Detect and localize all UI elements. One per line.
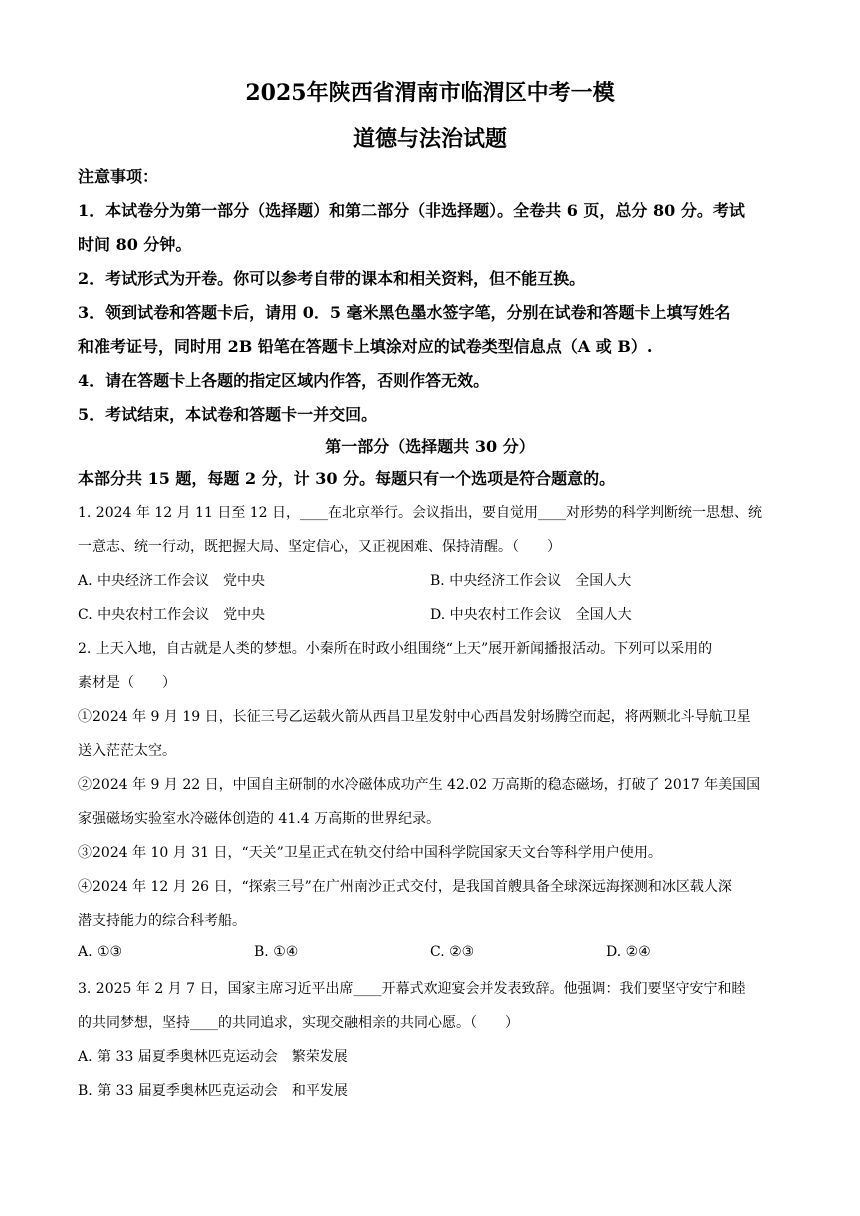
question-text: 素材是（ ） (78, 675, 176, 691)
question-text: 潜支持能力的综合科考船。 (78, 913, 246, 929)
section-instruction: 本部分共 15 题，每题 2 分，计 30 分。每题只有一个选项是符合题意的。 (78, 469, 616, 488)
option-a: A. ①③ (78, 944, 123, 960)
question-text: ②2024 年 9 月 22 日，中国自主研制的水冷磁体成功产生 42.02 万高斯的稳态磁场，打破了 2017 年美国国 (78, 777, 761, 793)
option-b: B. 第 33 届夏季奥林匹克运动会 和平发展 (78, 1083, 348, 1099)
page-subtitle: 道德与法治试题 (352, 126, 507, 152)
option-c: C. ②③ (430, 944, 475, 960)
notice-item: 4．请在答题卡上各题的指定区域内作答，否则作答无效。 (78, 371, 490, 390)
option-c: C. 中央农村工作会议 党中央 (78, 607, 266, 623)
notice-item: 时间 80 分钟。 (78, 235, 192, 254)
question-text: 送入茫茫太空。 (78, 743, 176, 759)
notice-item: 5．考试结束，本试卷和答题卡一并交回。 (78, 405, 378, 424)
option-b: B. ①④ (254, 944, 299, 960)
option-d: D. 中央农村工作会议 全国人大 (430, 607, 632, 623)
notice-heading: 注意事项： (78, 167, 159, 186)
notice-item: 3．领到试卷和答题卡后，请用 0．5 毫米黑色墨水签字笔，分别在试卷和答题卡上填写姓名 (78, 303, 731, 322)
notice-item: 1．本试卷分为第一部分（选择题）和第二部分（非选择题）。全卷共 6 页，总分 80 分。考试 (78, 201, 745, 220)
notice-item: 和准考证号，同时用 2B 铅笔在答题卡上填涂对应的试卷类型信息点（A 或 B）. (78, 337, 653, 356)
question-text: 2. 上天入地，自古就是人类的梦想。小秦所在时政小组围绕“上天”展开新闻播报活动。下列可以采用的 (78, 641, 713, 657)
option-d: D. ②④ (606, 944, 651, 960)
question-text: ①2024 年 9 月 19 日，长征三号乙运载火箭从西昌卫星发射中心西昌发射场腾空而起，将两颗北斗导航卫星 (78, 709, 751, 725)
page-title: 2025年陕西省渭南市临渭区中考一模 (245, 80, 615, 106)
question-text: 一意志、统一行动，既把握大局、坚定信心，又正视困难、保持清醒。（ ） (78, 539, 561, 555)
question-text: ④2024 年 12 月 26 日，“探索三号”在广州南沙正式交付，是我国首艘具备全球深远海探测和冰区载人深 (78, 879, 732, 895)
section-title: 第一部分（选择题共 30 分） (325, 437, 535, 456)
question-text: ③2024 年 10 月 31 日，“天关”卫星正式在轨交付给中国科学院国家天文台等科学用户使用。 (78, 845, 662, 861)
question-text: 1. 2024 年 12 月 11 日至 12 日，____在北京举行。会议指出，要自觉用____对形势的科学判断统一思想、统 (78, 505, 763, 521)
option-b: B. 中央经济工作会议 全国人大 (430, 573, 632, 589)
option-a: A. 第 33 届夏季奥林匹克运动会 繁荣发展 (78, 1049, 348, 1065)
question-text: 3. 2025 年 2 月 7 日，国家主席习近平出席____开幕式欢迎宴会并发表致辞。他强调：我们要坚守安宁和睦 (78, 981, 746, 997)
question-text: 的共同梦想，坚持____的共同追求，实现交融相亲的共同心愿。（ ） (78, 1015, 519, 1031)
question-text: 家强磁场实验室水冷磁体创造的 41.4 万高斯的世界纪录。 (78, 811, 441, 827)
notice-item: 2．考试形式为开卷。你可以参考自带的课本和相关资料，但不能互换。 (78, 269, 586, 288)
option-a: A. 中央经济工作会议 党中央 (78, 573, 266, 589)
